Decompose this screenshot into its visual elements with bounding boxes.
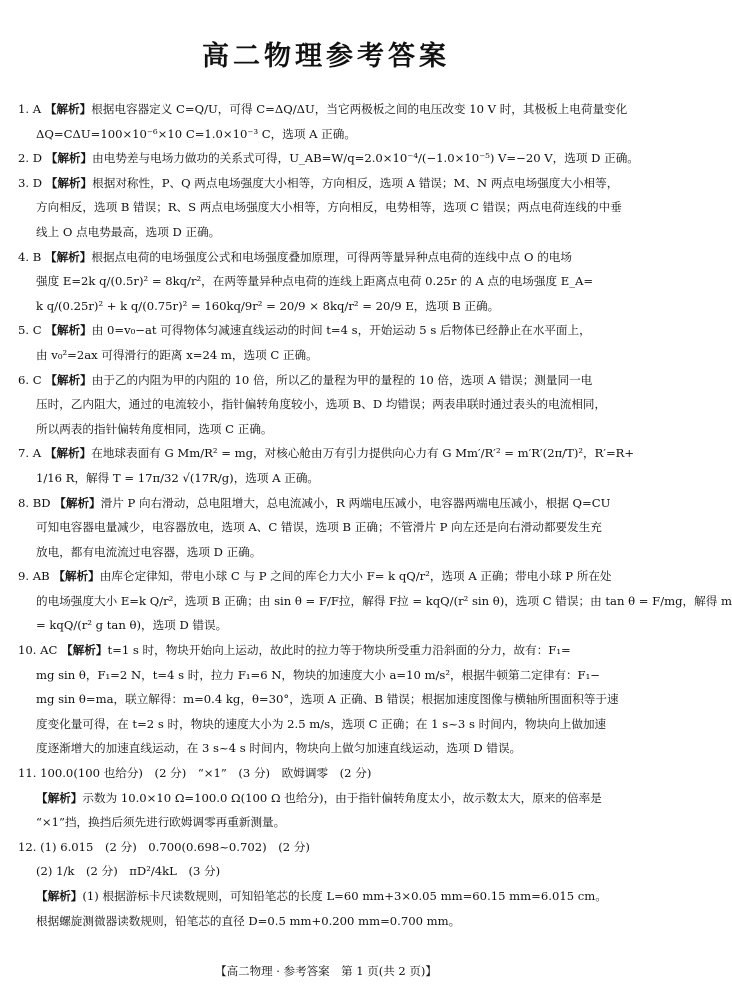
answer-line: 的电场强度大小 E=k Q/r²，选项 B 正确；由 sin θ = F/F拉，解得 F拉 = kqQ/(r² sin θ)，选项 C 错误；由 tan θ = F/mg，解得 m	[36, 593, 732, 608]
question-10	[18, 638, 636, 761]
question-8	[18, 491, 636, 565]
answer-line: 强度 E=2k q/(0.5r)² = 8kq/r²，在两等量异种点电荷的连线上距离点电荷 0.25r 的 A 点的电场强度 E_A=	[36, 274, 594, 289]
page-title: 高二物理参考答案	[202, 41, 450, 72]
question-5	[18, 318, 636, 367]
analysis-tag: 【解析】	[53, 569, 100, 584]
analysis-tag: 【解析】	[36, 889, 83, 903]
analysis-tag: 【解析】	[54, 495, 101, 510]
answer-line: k q/(0.25r)² + k q/(0.75r)² = 160kq/9r² = 20/9 × 8kq/r² = 20/9 E，选项 B 正确。	[36, 298, 500, 313]
analysis-tag: 【解析】	[44, 102, 92, 116]
answer-body	[18, 97, 732, 933]
question-1	[18, 97, 636, 146]
answer-line: mg sin θ=ma，联立解得：m=0.4 kg，θ=30°，选项 A 正确、B 错误；根据加速度图像与横轴所围面积等于速	[36, 692, 619, 707]
question-7	[18, 441, 636, 490]
answer-line: 5. C 【解析】由 0=v₀−at 可得物体匀减速直线运动的时间 t=4 s，开始运动 5 s 后物体已经静止在水平面上，	[18, 323, 591, 338]
analysis-tag: 【解析】	[36, 790, 83, 805]
analysis-tag: 【解析】	[61, 643, 108, 658]
answer-line: 4. B 【解析】根据点电荷的电场强度公式和电场强度叠加原理，可得两等量异种点电荷的连线中点 O 的电场	[18, 249, 572, 264]
answer-line: 11. 100.0(100 也给分) (2 分) “×1” (3 分) 欧姆调零 (2 分)	[18, 766, 372, 781]
question-12	[18, 835, 636, 933]
answer-line: 【解析】示数为 10.0×10 Ω=100.0 Ω(100 Ω 也给分)，由于指针偏转角度太小，故示数太大，原来的倍率是	[36, 790, 602, 805]
analysis-tag: 【解析】	[45, 151, 93, 166]
answer-line: 7. A 【解析】在地球表面有 G Mm/R² = mg，对核心舱由万有引力提供向心力有 G Mm′/R′² = m′R′(2π/T)²，R′=R+	[18, 446, 635, 461]
answer-line: 3. D 【解析】根据对称性，P、Q 两点电场强度大小相等，方向相反，选项 A 错误；M、N 两点电场强度大小相等，	[18, 175, 619, 190]
answer-line: 根据螺旋测微器读数规则，铅笔芯的直径 D=0.5 mm+0.200 mm=0.700 mm。	[36, 913, 461, 928]
answer-line: 放电，都有电流流过电容器，选项 D 正确。	[36, 544, 262, 559]
question-2	[18, 146, 639, 171]
analysis-tag: 【解析】	[45, 323, 92, 338]
answer-line: (2) 1/k (2 分) πD²/4kL (3 分)	[36, 864, 221, 879]
analysis-tag: 【解析】	[44, 446, 92, 461]
question-11	[18, 761, 636, 835]
question-3	[18, 171, 636, 245]
answer-line: 方向相反，选项 B 错误；R、S 两点电场强度大小相等，方向相反，电势相等，选项 C 错误；两点电荷连线的中垂	[36, 200, 622, 215]
answer-line: 10. AC 【解析】t=1 s 时，物块开始向上运动，故此时的拉力等于物块所受重力沿斜面的分力，故有：F₁=	[18, 643, 571, 658]
answer-line: 12. (1) 6.015 (2 分) 0.700(0.698~0.702) (2 分)	[18, 839, 310, 854]
answer-line: 由 v₀²=2ax 可得滑行的距离 x=24 m，选项 C 正确。	[36, 347, 318, 362]
analysis-tag: 【解析】	[45, 175, 93, 190]
answer-line: 9. AB 【解析】由库仑定律知，带电小球 C 与 P 之间的库仑力大小 F= k qQ/r²，选项 A 正确；带电小球 P 所在处	[18, 569, 612, 584]
answer-line: “×1”挡，换挡后须先进行欧姆调零再重新测量。	[36, 815, 286, 830]
answer-line: 可知电容器电量减少，电容器放电，选项 A、C 错误，选项 B 正确；不管滑片 P 向左还是向右滑动都要发生充	[36, 520, 602, 535]
answer-line: 【解析】(1) 根据游标卡尺读数规则，可知铅笔芯的长度 L=60 mm+3×0.05 mm=60.15 mm=6.015 cm。	[36, 889, 607, 903]
answer-line: 度变化量可得，在 t=2 s 时，物块的速度大小为 2.5 m/s，选项 C 正确；在 1 s~3 s 时间内，物块向上做加速	[36, 716, 607, 731]
page-footer: 【高二物理 · 参考答案 第 1 页(共 2 页)】	[215, 964, 437, 978]
answer-line: 压时，乙内阻大，通过的电流较小，指针偏转角度较小，选项 B、D 均错误；两表串联时通过表头的电流相同，	[36, 397, 607, 412]
question-9	[18, 564, 732, 638]
answer-line: 1/16 R，解得 T = 17π/32 √(17R/g)，选项 A 正确。	[36, 470, 320, 485]
answer-line: 2. D 【解析】由电势差与电场力做功的关系式可得，U_AB=W/q=2.0×10⁻⁴/(−1.0×10⁻⁵) V=−20 V，选项 D 正确。	[18, 151, 639, 166]
answer-line: 1. A 【解析】根据电容器定义 C=Q/U，可得 C=ΔQ/ΔU，当它两极板之间的电压改变 10 V 时，其极板上电荷量变化	[18, 102, 628, 116]
answer-line: 度逐渐增大的加速直线运动，在 3 s~4 s 时间内，物块向上做匀加速直线运动，选项 D 错误。	[36, 741, 522, 756]
answer-line: = kqQ/(r² g tan θ)，选项 D 错误。	[36, 618, 228, 633]
question-6	[18, 368, 636, 442]
answer-line: 8. BD 【解析】滑片 P 向右滑动，总电阻增大，总电流减小，R 两端电压减小，电容器两端电压减小，根据 Q=CU	[18, 495, 611, 510]
answer-line: mg sin θ，F₁=2 N，t=4 s 时，拉力 F₁=6 N，物块的加速度大小 a=10 m/s²，根据牛顿第二定律有：F₁−	[36, 667, 600, 682]
analysis-tag: 【解析】	[45, 372, 92, 387]
analysis-tag: 【解析】	[44, 249, 92, 264]
answer-line: 6. C 【解析】由于乙的内阻为甲的内阻的 10 倍，所以乙的量程为甲的量程的 10 倍，选项 A 错误；测量同一电	[18, 372, 593, 387]
answer-line: ΔQ=CΔU=100×10⁻⁶×10 C=1.0×10⁻³ C，选项 A 正确。	[36, 126, 356, 141]
answer-line: 线上 O 点电势最高，选项 D 正确。	[36, 224, 221, 239]
answer-line: 所以两表的指针偏转角度相同，选项 C 正确。	[36, 421, 273, 436]
question-4	[18, 245, 636, 319]
